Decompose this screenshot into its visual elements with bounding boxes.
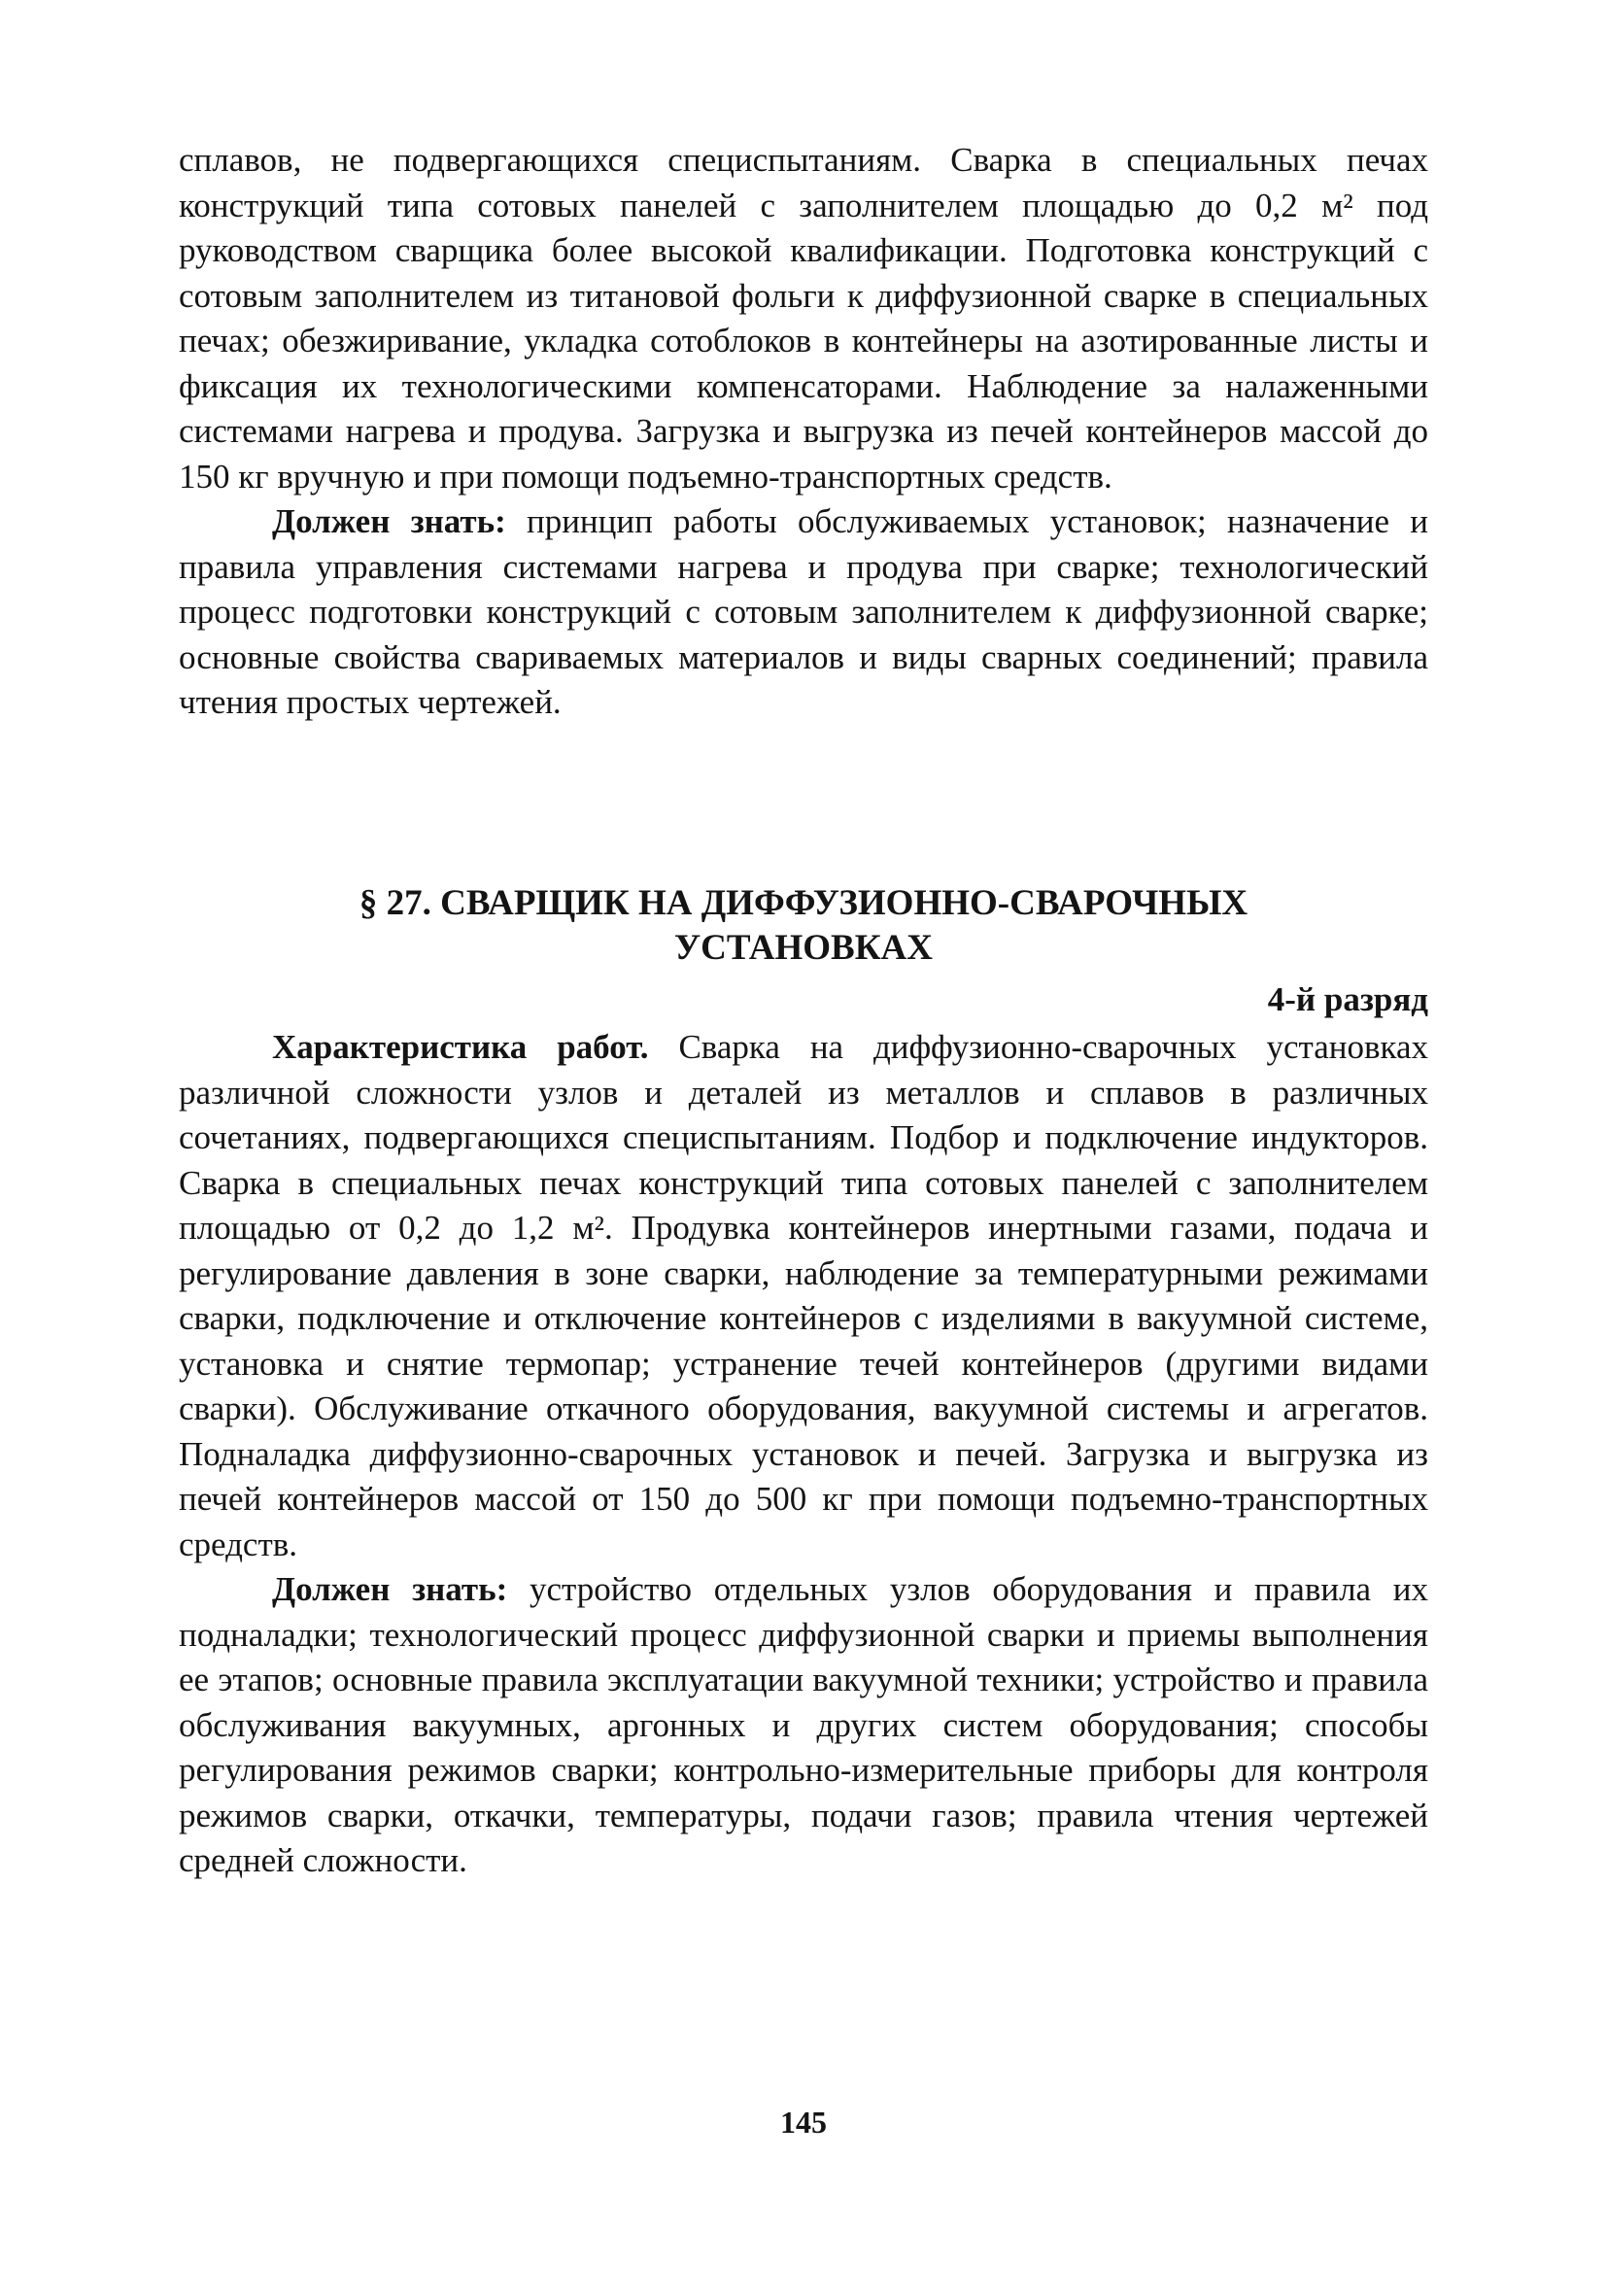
section-text-block: [179, 1025, 1428, 1884]
section-heading-line1: § 27. СВАРЩИК НА ДИФФУЗИОННО-СВАРОЧНЫХ: [359, 883, 1248, 923]
grade-label: 4-й разряд: [1267, 980, 1428, 1018]
section-heading: [179, 881, 1428, 971]
characteristics-paragraph: [179, 1025, 1428, 1567]
knowledge-text-top: принцип работы обслуживаемых установок; назначение и правила управления системами нагрева и продува при сварке; технологический процесс подготовки конструкций с сотовым заполнителем к диффузионной сварке; основные свойства свариваемых материалов и виды сварных соединений; правила чтения простых чертежей.: [179, 502, 1428, 721]
continued-paragraph: [179, 138, 1428, 499]
knowledge-paragraph-top: [179, 499, 1428, 726]
characteristics-label: Характеристика работ.: [272, 1028, 649, 1066]
knowledge-label-section: Должен знать:: [272, 1570, 508, 1608]
continued-paragraph-text: сплавов, не подвергающихся специспытаниям. Сварка в специальных печах конструкций типа сотовых панелей с заполнителем площадью до 0,2 м² под руководством сварщика более высокой квалификации. Подготовка конструкций с сотовым заполнителем из титановой фольги к диффузионной сварке в специальных печах; обезжиривание, укладка сотоблоков в контейнеры на азотированные листы и фиксация их технологическими компенсаторами. Наблюдение за налаженными системами нагрева и продува. Загрузка и выгрузка из печей контейнеров массой до 150 кг вручную и при помощи подъемно-транспортных средств.: [179, 141, 1428, 496]
knowledge-paragraph-section: [179, 1567, 1428, 1884]
page-number: 145: [780, 2105, 827, 2140]
knowledge-text-section: устройство отдельных узлов оборудования и правила их подналадки; технологический процесс диффузионной сварки и приемы выполнения ее этапов; основные правила эксплуатации вакуумной техники; устройство и правила обслуживания вакуумных, аргонных и других систем оборудования; способы регулирования режимов сварки; контрольно-измерительные приборы для контроля режимов сварки, откачки, температуры, подачи газов; правила чтения чертежей средней сложности.: [179, 1570, 1428, 1879]
characteristics-text: Сварка на диффузионно-сварочных установках различной сложности узлов и деталей из металлов и сплавов в различных сочетаниях, подвергающихся специспытаниям. Подбор и подключение индукторов. Сварка в специальных печах конструкций типа сотовых панелей с заполнителем площадью от 0,2 до 1,2 м². Продувка контейнеров инертными газами, подача и регулирование давления в зоне сварки, наблюдение за температурными режимами сварки, подключение и отключение контейнеров с изделиями в вакуумной системе, установка и снятие термопар; устранение течей контейнеров (другими видами сварки). Обслуживание откачного оборудования, вакуумной системы и агрегатов. Подналадка диффузионно-сварочных установок и печей. Загрузка и выгрузка из печей контейнеров массой от 150 до 500 кг при помощи подъемно-транспортных средств.: [179, 1028, 1429, 1563]
knowledge-label-top: Должен знать:: [272, 502, 506, 540]
section-heading-line2: УСТАНОВКАХ: [674, 928, 933, 968]
top-text-block: [179, 138, 1428, 726]
